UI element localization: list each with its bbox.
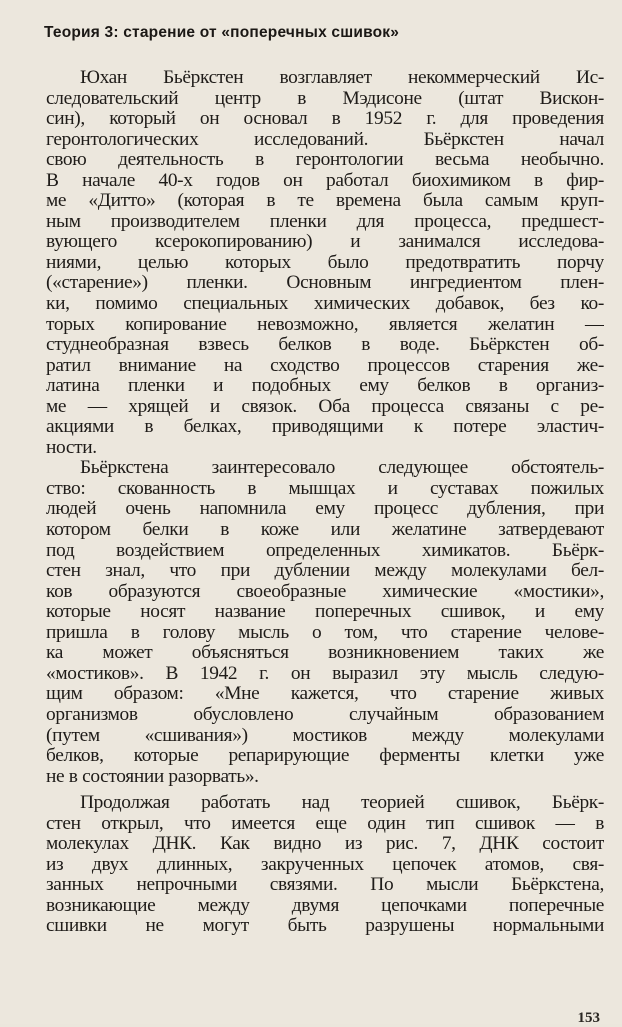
page-number: 153 — [577, 1010, 600, 1026]
text-line: из двух длинных, закрученных цепочек атомов, свя- — [46, 854, 604, 875]
text-line: возникающие между двумя цепочками поперечные — [46, 895, 604, 916]
paragraph-1 — [46, 68, 604, 458]
text-line: занных непрочными связями. По мысли Бьёркстена, — [46, 875, 604, 896]
text-line: В начале 40-х годов он работал биохимиком в фир- — [46, 170, 604, 191]
text-line: студнеобразная взвесь белков в воде. Бьёркстен об- — [46, 335, 604, 356]
text-line: сшивки не могут быть разрушены нормальными — [46, 916, 604, 937]
text-line: стен открыл, что имеется еще один тип сшивок — в — [46, 813, 604, 834]
text-line: вующего ксерокопированию) и занимался исследова- — [46, 232, 604, 253]
text-line: Юхан Бьёркстен возглавляет некоммерческий Ис- — [80, 68, 604, 88]
text-line: Бьёркстена заинтересовало следующее обстоятель- — [80, 458, 604, 479]
text-line: не в состоянии разорвать». — [46, 766, 259, 787]
text-line: латина пленки и подобных ему белков в организ- — [46, 376, 604, 397]
text-line: пришла в голову мысль о том, что старение челове- — [46, 622, 604, 643]
text-line: ка может объясняться возникновением таких же — [46, 643, 604, 664]
text-line: акциями в белках, приводящими к потере эластич- — [46, 417, 604, 438]
section-heading: Теория 3: старение от «поперечных сшивок» — [44, 24, 400, 41]
text-line: ратил внимание на сходство процессов старения же- — [46, 355, 604, 376]
text-line: под воздействием определенных химикатов. Бьёрк- — [46, 540, 604, 561]
text-line: организмов обусловлено случайным образованием — [46, 704, 604, 725]
paragraph-3 — [46, 793, 604, 937]
text-line: ме «Дитто» (которая в те времена была самым круп- — [46, 191, 604, 212]
text-line: ство: скованность в мышцах и суставах пожилых — [46, 478, 604, 499]
text-line: которые носят название поперечных сшивок, и ему — [46, 602, 604, 623]
text-line: ным производителем пленки для процесса, предшест- — [46, 211, 604, 232]
body-text — [46, 68, 604, 937]
text-line: торых копирование невозможно, является желатин — — [46, 314, 604, 335]
text-line: (путем «сшивания») мостиков между молекулами — [46, 725, 604, 746]
text-line: Продолжая работать над теорией сшивок, Бьёрк- — [80, 793, 604, 814]
text-line: ки, помимо специальных химических добавок, без ко- — [46, 294, 604, 315]
text-line: белков, которые репарирующие ферменты клетки уже — [46, 746, 604, 767]
text-line: ме — хрящей и связок. Оба процесса связаны с ре- — [46, 396, 604, 417]
text-line: ков образуются своеобразные химические «мостики», — [46, 581, 604, 602]
text-line: («старение») пленки. Основным ингредиентом плен- — [46, 273, 604, 294]
text-line: геронтологических исследований. Бьёркстен начал — [46, 129, 604, 150]
text-line: ниями, целью которых было предотвратить порчу — [46, 252, 604, 273]
text-line: котором белки в коже или желатине затвердевают — [46, 520, 604, 541]
paragraph-2 — [46, 458, 604, 787]
text-line: следовательский центр в Мэдисоне (штат Вискон- — [46, 88, 604, 109]
text-line: син), который он основал в 1952 г. для проведения — [46, 109, 604, 130]
text-line: «мостиков». В 1942 г. он выразил эту мысль следую- — [46, 663, 604, 684]
text-line: людей очень напомнила ему процесс дубления, при — [46, 499, 604, 520]
text-line: ности. — [46, 437, 97, 458]
text-line: стен знал, что при дублении между молекулами бел- — [46, 561, 604, 582]
text-line: молекулах ДНК. Как видно из рис. 7, ДНК состоит — [46, 834, 604, 855]
text-line: щим образом: «Мне кажется, что старение живых — [46, 684, 604, 705]
text-line: свою деятельность в геронтологии весьма необычно. — [46, 150, 604, 171]
